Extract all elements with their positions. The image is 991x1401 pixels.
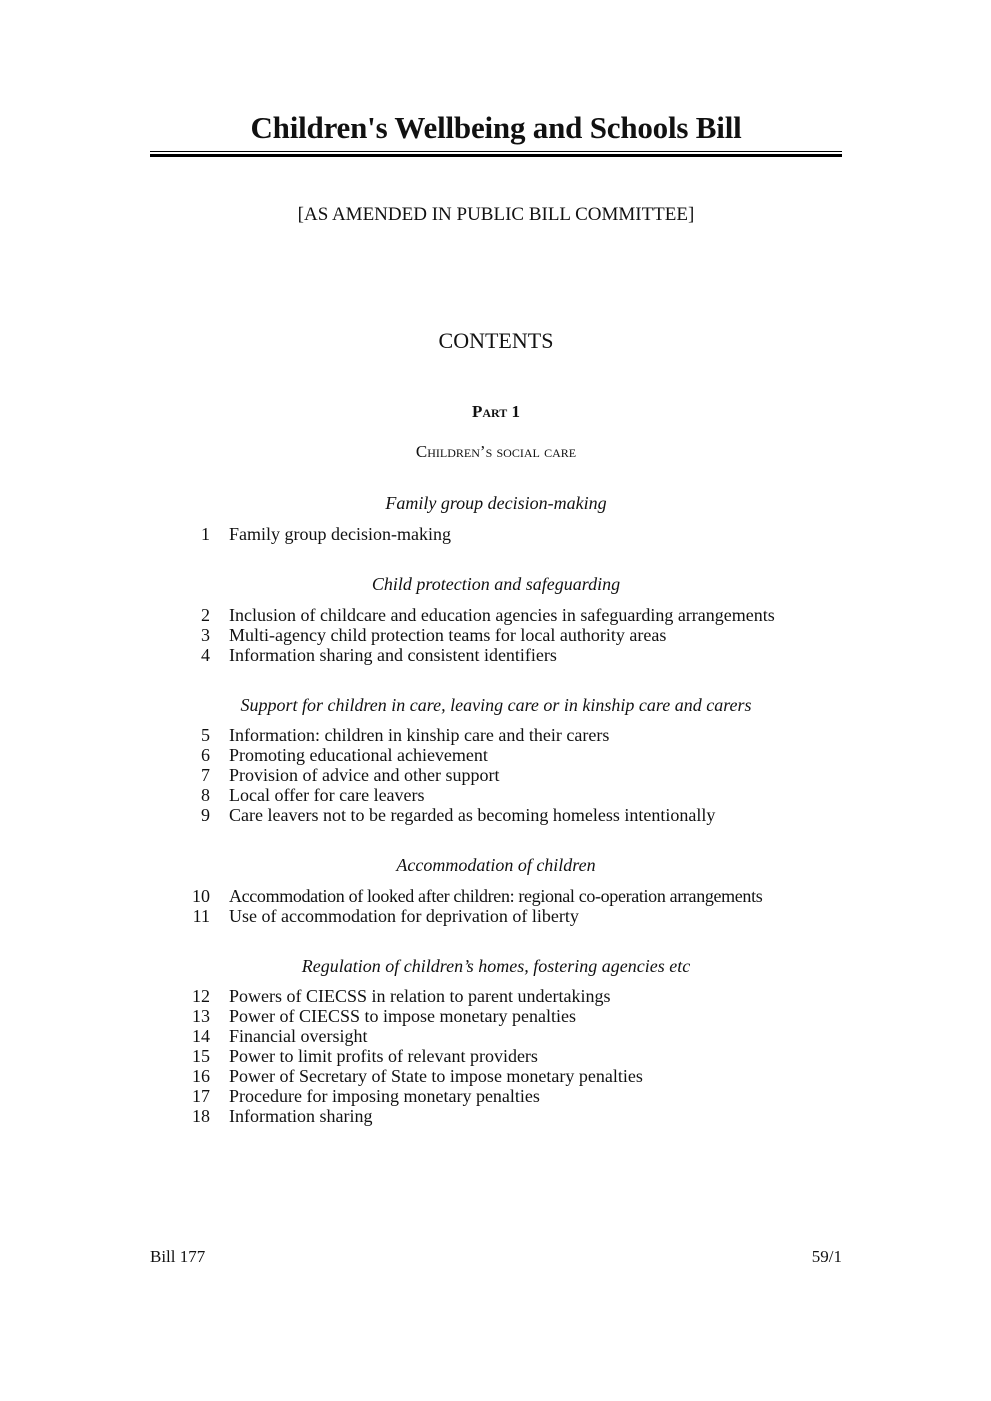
contents-entry[interactable]	[180, 765, 860, 785]
clause-title[interactable]: Local offer for care leavers	[229, 785, 425, 805]
contents-list	[180, 986, 860, 1126]
title-rule-thick	[150, 154, 842, 157]
clause-title[interactable]: Care leavers not to be regarded as becoming homeless intentionally	[229, 805, 716, 825]
bill-number: Bill 177	[150, 1247, 206, 1266]
amendment-status: [AS AMENDED IN PUBLIC BILL COMMITTEE]	[297, 204, 695, 225]
cross-heading: Accommodation of children	[396, 855, 596, 875]
clause-number: 2	[201, 605, 210, 625]
contents-entry[interactable]	[180, 886, 860, 906]
clause-number: 7	[201, 765, 210, 785]
contents-entry[interactable]	[180, 1066, 860, 1086]
clause-title[interactable]: Accommodation of looked after children: regional co-operation arrangements	[229, 886, 763, 906]
part-title: Children’s social care	[415, 442, 577, 461]
clause-number: 15	[192, 1046, 210, 1066]
contents-entry[interactable]	[180, 906, 860, 926]
contents-entry[interactable]	[180, 625, 860, 645]
clause-number: 16	[192, 1066, 210, 1086]
clause-number: 3	[201, 625, 210, 645]
clause-number: 8	[201, 785, 210, 805]
clause-title[interactable]: Inclusion of childcare and education agencies in safeguarding arrangements	[229, 605, 775, 625]
clause-title[interactable]: Procedure for imposing monetary penalties	[229, 1086, 540, 1106]
clause-number: 6	[201, 745, 210, 765]
bill-title: Children's Wellbeing and Schools Bill	[250, 110, 742, 145]
contents-entry[interactable]	[180, 645, 860, 665]
cross-heading: Support for children in care, leaving care or in kinship care and carers	[240, 695, 752, 715]
clause-title[interactable]: Information sharing	[229, 1106, 373, 1126]
clause-title[interactable]: Information: children in kinship care and their carers	[229, 725, 610, 745]
contents-entry[interactable]	[180, 986, 860, 1006]
clause-number: 11	[192, 906, 210, 926]
contents-entry[interactable]	[180, 605, 860, 625]
clause-title[interactable]: Information sharing and consistent identifiers	[229, 645, 557, 665]
contents-list	[180, 725, 860, 825]
part-label: Part 1	[471, 402, 521, 421]
clause-number: 12	[192, 986, 210, 1006]
clause-title[interactable]: Family group decision-making	[229, 524, 451, 544]
clause-title[interactable]: Promoting educational achievement	[229, 745, 488, 765]
clause-number: 9	[201, 805, 210, 825]
clause-title[interactable]: Power of CIECSS to impose monetary penalties	[229, 1006, 576, 1026]
contents-entry[interactable]	[180, 805, 860, 825]
contents-entry[interactable]	[180, 1046, 860, 1066]
clause-number: 13	[192, 1006, 210, 1026]
contents-list	[180, 605, 860, 665]
clause-title[interactable]: Multi-agency child protection teams for local authority areas	[229, 625, 667, 645]
contents-entry[interactable]	[180, 1106, 860, 1126]
cross-heading: Family group decision-making	[385, 493, 607, 513]
title-rule-thin	[150, 151, 842, 152]
contents-entry[interactable]	[180, 725, 860, 745]
contents-list	[180, 886, 860, 926]
contents-entry[interactable]	[180, 745, 860, 765]
clause-number: 1	[201, 524, 210, 544]
print-reference: 59/1	[811, 1247, 842, 1266]
contents-list	[180, 524, 860, 544]
contents-heading: CONTENTS	[438, 328, 554, 353]
clause-title[interactable]: Provision of advice and other support	[229, 765, 500, 785]
contents-entry[interactable]	[180, 524, 860, 544]
contents-entry[interactable]	[180, 1006, 860, 1026]
contents-entry[interactable]	[180, 785, 860, 805]
contents-entry[interactable]	[180, 1086, 860, 1106]
cross-heading: Regulation of children’s homes, fostering agencies etc	[301, 956, 691, 976]
clause-number: 4	[201, 645, 210, 665]
contents-entry[interactable]	[180, 1026, 860, 1046]
clause-number: 14	[192, 1026, 210, 1046]
clause-title[interactable]: Power of Secretary of State to impose monetary penalties	[229, 1066, 643, 1086]
clause-title[interactable]: Financial oversight	[229, 1026, 368, 1046]
cross-heading: Child protection and safeguarding	[371, 574, 621, 594]
clause-number: 18	[192, 1106, 210, 1126]
clause-title[interactable]: Powers of CIECSS in relation to parent undertakings	[229, 986, 611, 1006]
clause-number: 10	[192, 886, 210, 906]
clause-number: 17	[192, 1086, 210, 1106]
clause-title[interactable]: Power to limit profits of relevant providers	[229, 1046, 538, 1066]
clause-number: 5	[201, 725, 210, 745]
clause-title[interactable]: Use of accommodation for deprivation of liberty	[229, 906, 579, 926]
